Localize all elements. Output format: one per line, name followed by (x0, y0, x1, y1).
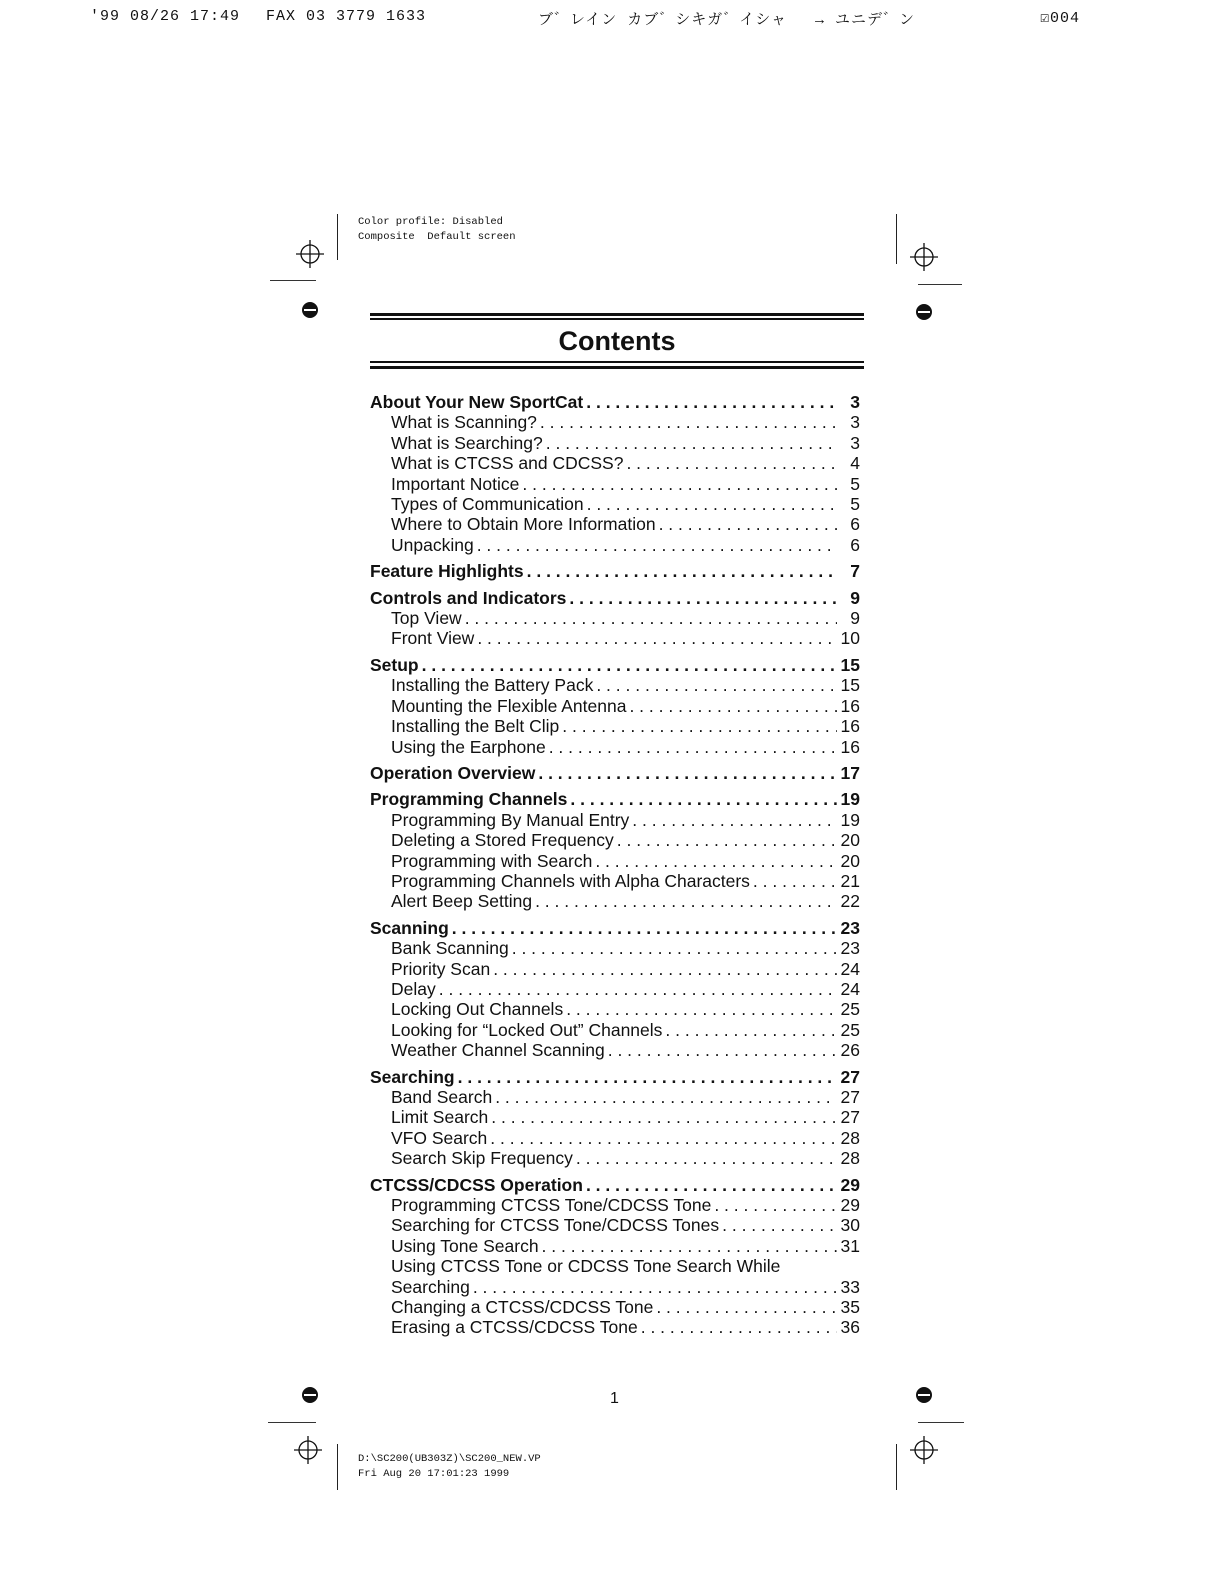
toc-entry (370, 851, 860, 871)
toc-entry (370, 1195, 860, 1215)
toc-page-number: 16 (840, 716, 860, 737)
toc-leader-dots (586, 392, 837, 412)
toc-section (370, 655, 860, 757)
toc-page-number: 6 (850, 514, 860, 535)
title-rule-bottom (370, 361, 864, 363)
fax-sender: ブ゛レイン カブ゛シキガ゛イシャ (538, 12, 787, 29)
crop-mark-line (337, 214, 338, 260)
toc-entry-title: Using Tone Search (391, 1235, 539, 1256)
toc-entry (370, 1317, 860, 1337)
toc-leader-dots (439, 979, 837, 999)
toc-entry (370, 716, 860, 736)
toc-entry (370, 675, 860, 695)
registration-crosshair-icon (910, 243, 938, 271)
toc-page-number: 27 (840, 1066, 860, 1087)
toc-entry (370, 535, 860, 555)
toc-page-number: 4 (850, 453, 860, 474)
toc-page-number: 19 (840, 809, 860, 830)
toc-entry (370, 1107, 860, 1127)
toc-section-heading (370, 1067, 860, 1087)
toc-section-heading (370, 392, 860, 412)
toc-entry-title: Band Search (391, 1087, 493, 1107)
toc-entry-title: What is Searching? (391, 432, 543, 453)
toc-leader-dots (659, 514, 837, 534)
toc-leader-dots (527, 561, 837, 581)
toc-entry-title: Top View (391, 608, 462, 629)
toc-entry-title: Looking for “Locked Out” Channels (391, 1019, 663, 1040)
toc-page-number: 28 (840, 1148, 860, 1169)
table-of-contents (370, 392, 860, 1344)
toc-page-number: 23 (840, 917, 860, 938)
toc-entry (370, 1128, 860, 1148)
toc-leader-dots (617, 830, 837, 850)
toc-page-number: 31 (840, 1235, 860, 1256)
toc-entry-title: Programming CTCSS Tone/CDCSS Tone (391, 1195, 712, 1216)
toc-entry (370, 1087, 860, 1107)
crop-mark-line (896, 214, 897, 264)
toc-entry-wrapped-line (370, 1256, 860, 1276)
toc-entry-title: Limit Search (391, 1107, 489, 1128)
toc-page-number: 16 (840, 736, 860, 757)
toc-leader-dots (491, 1107, 837, 1127)
toc-entry-title: Deleting a Stored Frequency (391, 830, 614, 851)
print-info-top (358, 215, 516, 245)
toc-entry (370, 938, 860, 958)
toc-page-number: 6 (850, 534, 860, 555)
toc-page-number: 5 (850, 473, 860, 494)
toc-section-heading (370, 655, 860, 675)
toc-entry-title: Using CTCSS Tone or CDCSS Tone Search While (391, 1256, 781, 1277)
toc-page-number: 17 (840, 762, 860, 783)
toc-leader-dots (495, 1087, 837, 1107)
toc-entry (370, 1040, 860, 1060)
toc-page-number: 9 (850, 587, 860, 608)
toc-leader-dots (473, 1277, 837, 1297)
toc-entry-title: Using the Earphone (391, 736, 546, 757)
toc-entry-title: Locking Out Channels (391, 999, 564, 1020)
toc-entry (370, 453, 860, 473)
toc-leader-dots (566, 999, 837, 1019)
toc-entry-title: Bank Scanning (391, 938, 509, 959)
fax-page-code: ☑004 (1040, 10, 1081, 27)
toc-leader-dots (665, 1020, 837, 1040)
toc-page-number: 35 (840, 1297, 860, 1318)
title-rule-top (370, 313, 864, 316)
toc-page-number: 24 (840, 958, 860, 979)
toc-leader-dots (535, 891, 837, 911)
registration-dot-icon (916, 1387, 932, 1403)
toc-entry-title: Changing a CTCSS/CDCSS Tone (391, 1297, 654, 1318)
toc-entry-title: Installing the Battery Pack (391, 675, 594, 696)
toc-page-number: 30 (840, 1215, 860, 1236)
toc-section-heading (370, 1175, 860, 1195)
toc-entry (370, 1236, 860, 1256)
toc-page-number: 33 (840, 1276, 860, 1297)
toc-entry-title: What is CTCSS and CDCSS? (391, 453, 624, 474)
toc-section-heading (370, 918, 860, 938)
toc-leader-dots (626, 453, 837, 473)
toc-leader-dots (465, 608, 837, 628)
crop-mark-line (270, 280, 316, 281)
toc-entry (370, 1297, 860, 1317)
toc-leader-dots (576, 1148, 837, 1168)
toc-entry-title: Searching for CTCSS Tone/CDCSS Tones (391, 1215, 720, 1236)
toc-section-title: Setup (370, 654, 419, 675)
toc-section-title: About Your New SportCat (370, 392, 584, 412)
toc-page-number: 3 (850, 432, 860, 453)
toc-page-number: 7 (850, 561, 860, 582)
registration-crosshair-icon (296, 240, 324, 268)
toc-page-number: 20 (840, 850, 860, 871)
print-info-line2: Fri Aug 20 17:01:23 1999 (358, 1468, 510, 1480)
toc-section (370, 1067, 860, 1169)
toc-entry (370, 608, 860, 628)
toc-page-number: 16 (840, 695, 860, 716)
toc-entry (370, 628, 860, 648)
toc-section (370, 918, 860, 1061)
fax-recipient: → ユニデ゛ン (815, 12, 916, 29)
fax-number: FAX 03 3779 1633 (266, 8, 427, 25)
page-title: Contents (558, 326, 676, 356)
toc-leader-dots (538, 763, 837, 783)
toc-leader-dots (493, 959, 837, 979)
toc-section-title: CTCSS/CDCSS Operation (370, 1174, 583, 1195)
toc-page-number: 3 (850, 412, 860, 433)
toc-page-number: 5 (850, 494, 860, 515)
toc-section (370, 1175, 860, 1338)
toc-entry-title: Delay (391, 978, 436, 999)
toc-leader-dots (490, 1128, 837, 1148)
toc-leader-dots (540, 412, 837, 432)
toc-page-number: 10 (840, 628, 860, 649)
toc-entry (370, 1277, 860, 1297)
toc-page-number: 24 (840, 978, 860, 999)
toc-section-title: Scanning (370, 917, 449, 938)
toc-page-number: 29 (840, 1174, 860, 1195)
toc-entry-title: Unpacking (391, 534, 474, 555)
print-info-line1: D:\SC200(UB303Z)\SC200_NEW.VP (358, 1453, 541, 1465)
toc-leader-dots (596, 675, 837, 695)
toc-leader-dots (546, 433, 837, 453)
toc-leader-dots (458, 1067, 837, 1087)
toc-page-number: 20 (840, 830, 860, 851)
toc-leader-dots (753, 871, 837, 891)
toc-leader-dots (452, 918, 837, 938)
toc-leader-dots (422, 655, 837, 675)
toc-leader-dots (549, 737, 837, 757)
toc-entry (370, 830, 860, 850)
toc-entry-title: Important Notice (391, 473, 520, 494)
toc-section (370, 763, 860, 783)
toc-leader-dots (587, 494, 837, 514)
toc-entry (370, 1215, 860, 1235)
toc-entry (370, 433, 860, 453)
toc-page-number: 21 (840, 870, 860, 891)
toc-entry (370, 696, 860, 716)
toc-entry-title: Programming with Search (391, 850, 593, 871)
toc-entry-title-continued: Searching (391, 1276, 470, 1297)
toc-page-number: 25 (840, 1019, 860, 1040)
toc-entry (370, 412, 860, 432)
toc-entry (370, 979, 860, 999)
toc-leader-dots (641, 1317, 837, 1337)
toc-section-heading (370, 561, 860, 581)
toc-page-number: 23 (840, 938, 860, 959)
title-rule-top-2 (370, 318, 864, 320)
toc-section (370, 392, 860, 555)
toc-leader-dots (562, 716, 837, 736)
toc-section-title: Operation Overview (370, 762, 536, 783)
toc-page-number: 27 (840, 1087, 860, 1107)
toc-leader-dots (656, 1297, 837, 1317)
toc-leader-dots (477, 535, 837, 555)
toc-entry-title: Installing the Belt Clip (391, 716, 560, 737)
toc-entry (370, 737, 860, 757)
toc-page-number: 9 (850, 608, 860, 629)
toc-entry (370, 1148, 860, 1168)
toc-section-heading (370, 588, 860, 608)
toc-page-number: 3 (850, 392, 860, 412)
toc-section-title: Feature Highlights (370, 561, 524, 582)
toc-entry-title: Alert Beep Setting (391, 891, 533, 912)
title-rule-bottom-2 (370, 366, 864, 369)
crop-mark-line (918, 284, 962, 285)
toc-entry-title: Priority Scan (391, 958, 491, 979)
print-info-line2: Composite Default screen (358, 231, 516, 243)
registration-crosshair-icon (294, 1436, 322, 1464)
registration-crosshair-icon (910, 1436, 938, 1464)
toc-leader-dots (569, 588, 837, 608)
print-info-bottom (358, 1452, 541, 1482)
toc-leader-dots (477, 628, 837, 648)
toc-section-title: Controls and Indicators (370, 587, 567, 608)
print-info-line1: Color profile: Disabled (358, 216, 503, 228)
fax-datetime: '99 08/26 17:49 (90, 8, 241, 25)
toc-section-heading (370, 763, 860, 783)
registration-dot-icon (302, 302, 318, 318)
toc-page-number: 29 (840, 1195, 860, 1216)
page-number: 1 (610, 1390, 619, 1407)
toc-entry-title: Programming Channels with Alpha Characters (391, 870, 750, 891)
toc-leader-dots (595, 851, 837, 871)
toc-entry-title: Mounting the Flexible Antenna (391, 695, 627, 716)
toc-entry (370, 494, 860, 514)
toc-leader-dots (629, 696, 837, 716)
toc-leader-dots (722, 1215, 837, 1235)
toc-entry (370, 810, 860, 830)
toc-section (370, 588, 860, 649)
toc-entry (370, 514, 860, 534)
toc-page-number: 19 (840, 789, 860, 810)
toc-entry (370, 891, 860, 911)
toc-page-number: 15 (840, 654, 860, 675)
toc-leader-dots (586, 1175, 837, 1195)
crop-mark-line (918, 1422, 964, 1423)
toc-section-title: Programming Channels (370, 789, 568, 810)
toc-entry (370, 871, 860, 891)
toc-entry (370, 474, 860, 494)
toc-entry-title: Erasing a CTCSS/CDCSS Tone (391, 1317, 638, 1338)
toc-leader-dots (714, 1195, 837, 1215)
toc-section (370, 789, 860, 911)
toc-entry (370, 999, 860, 1019)
toc-leader-dots (512, 938, 837, 958)
toc-entry-title: Weather Channel Scanning (391, 1040, 605, 1061)
toc-page-number: 25 (840, 999, 860, 1020)
toc-entry-title: Search Skip Frequency (391, 1148, 573, 1169)
toc-page-number: 28 (840, 1127, 860, 1148)
crop-mark-line (268, 1422, 316, 1423)
toc-leader-dots (608, 1040, 837, 1060)
toc-entry-title: VFO Search (391, 1127, 488, 1148)
registration-dot-icon (916, 304, 932, 320)
toc-section (370, 561, 860, 581)
toc-section-heading (370, 789, 860, 809)
toc-entry-title: Where to Obtain More Information (391, 514, 656, 535)
toc-page-number: 27 (840, 1107, 860, 1128)
toc-entry-title: Types of Communication (391, 494, 584, 515)
toc-leader-dots (542, 1236, 837, 1256)
toc-section-title: Searching (370, 1066, 455, 1087)
toc-page-number: 15 (840, 675, 860, 696)
toc-entry (370, 959, 860, 979)
toc-entry-title: Programming By Manual Entry (391, 809, 630, 830)
toc-leader-dots (570, 789, 837, 809)
toc-entry-title: Front View (391, 628, 475, 649)
toc-entry-title: What is Scanning? (391, 412, 537, 433)
toc-leader-dots (632, 810, 837, 830)
toc-page-number: 26 (840, 1040, 860, 1061)
crop-mark-line (337, 1444, 338, 1490)
toc-entry (370, 1020, 860, 1040)
toc-page-number: 22 (840, 891, 860, 912)
toc-page-number: 36 (840, 1317, 860, 1338)
registration-dot-icon (302, 1387, 318, 1403)
toc-leader-dots (522, 474, 837, 494)
crop-mark-line (896, 1444, 897, 1490)
